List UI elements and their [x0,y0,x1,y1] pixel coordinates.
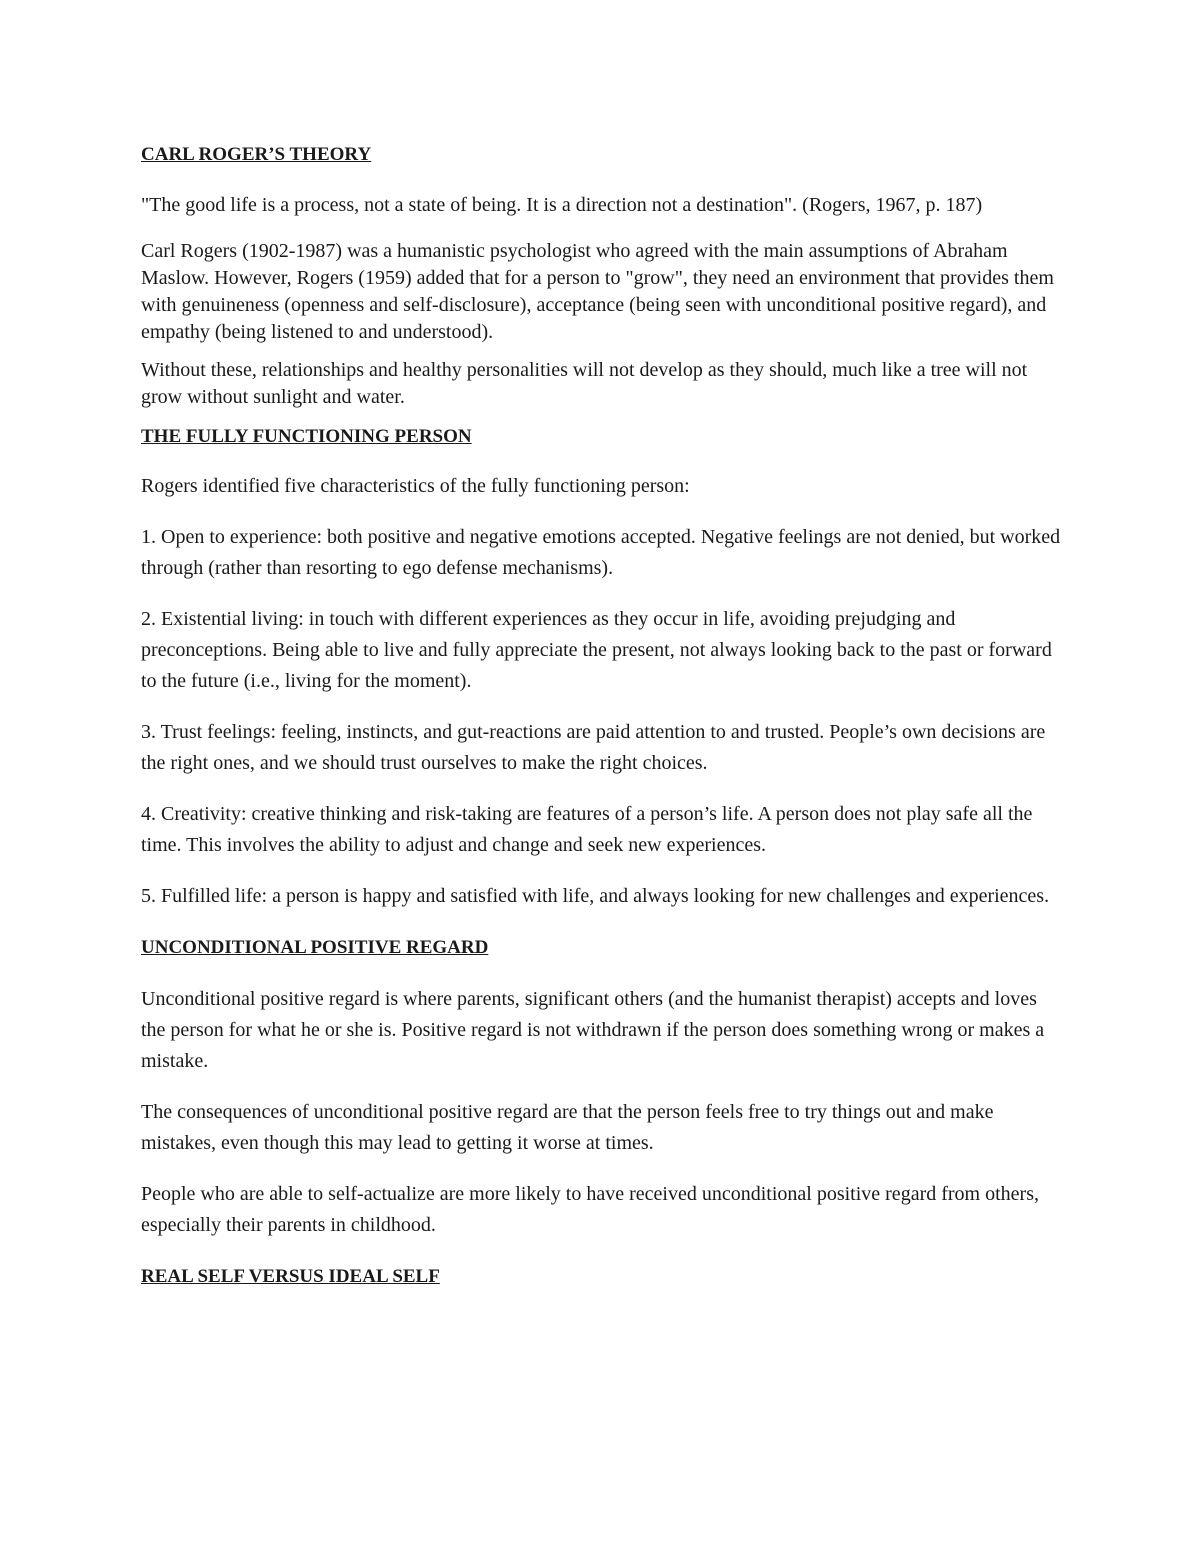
characteristic-item-trust-feelings: 3. Trust feelings: feeling, instincts, and gut-reactions are paid attention to and trusted. People’s own decisions are the right ones, and we should trust ourselves to make the right choices. [141,721,1046,774]
section-heading-unconditional-positive-regard: UNCONDITIONAL POSITIVE REGARD [141,937,489,958]
characteristic-item-existential-living: 2. Existential living: in touch with different experiences as they occur in life, avoiding prejudging and preconceptions. Being able to live and fully appreciate the present, not always looking back to the past or forward to the future (i.e., living for the moment). [141,608,1052,692]
section-heading-real-self-versus-ideal-self: REAL SELF VERSUS IDEAL SELF [141,1266,440,1287]
quote-paragraph: "The good life is a process, not a state of being. It is a direction not a destination". (Rogers, 1967, p. 187) [141,194,983,216]
characteristic-item-fulfilled-life: 5. Fulfilled life: a person is happy and satisfied with life, and always looking for new challenges and experiences. [141,885,1050,907]
intro-paragraph: Carl Rogers (1902-1987) was a humanistic psychologist who agreed with the main assumptions of Abraham Maslow. However, Rogers (1959) added that for a person to "grow", they need an environment that provides them with genuineness (openness and self-disclosure), acceptance (being seen with unconditional positive regard), and empathy (being listened to and understood). [141,240,1054,343]
characteristic-item-creativity: 4. Creativity: creative thinking and risk-taking are features of a person’s life. A person does not play safe all the time. This involves the ability to adjust and change and seek new experiences. [141,803,1033,856]
document-page [141,142,1061,1290]
upr-self-actualize-paragraph: People who are able to self-actualize are more likely to have received unconditional positive regard from others, especially their parents in childhood. [141,1183,1039,1236]
upr-definition-paragraph: Unconditional positive regard is where parents, significant others (and the humanist therapist) accepts and loves the person for what he or she is. Positive regard is not withdrawn if the person does something wrong or makes a mistake. [141,988,1045,1072]
characteristic-item-open-to-experience: 1. Open to experience: both positive and negative emotions accepted. Negative feelings are not denied, but worked through (rather than resorting to ego defense mechanisms). [141,526,1061,579]
upr-consequences-paragraph: The consequences of unconditional positive regard are that the person feels free to try things out and make mistakes, even though this may lead to getting it worse at times. [141,1101,994,1154]
section-heading-carl-rogers-theory: CARL ROGER’S THEORY [141,144,372,165]
five-characteristics-intro: Rogers identified five characteristics of the fully functioning person: [141,475,690,497]
section-heading-fully-functioning-person: THE FULLY FUNCTIONING PERSON [141,426,472,447]
without-these-paragraph: Without these, relationships and healthy personalities will not develop as they should, much like a tree will not grow without sunlight and water. [141,359,1028,408]
